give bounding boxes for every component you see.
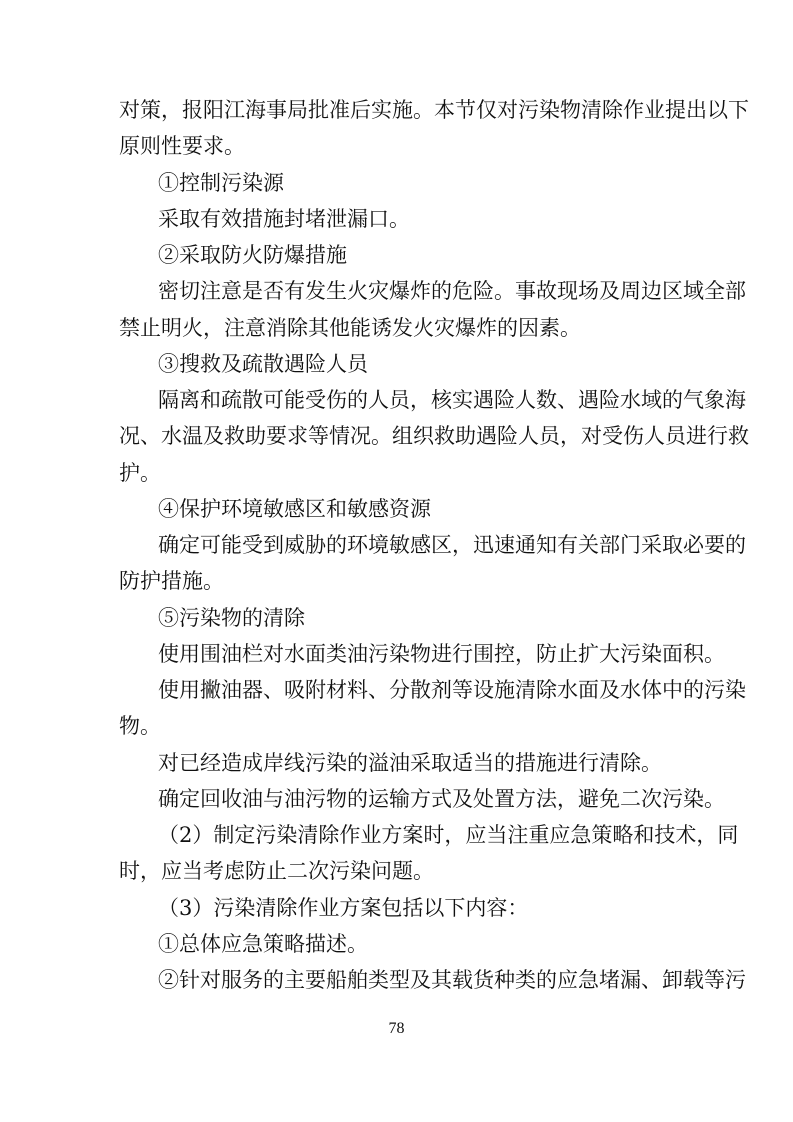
text-line: ④保护环境敏感区和敏感资源 (158, 496, 431, 521)
text-line: 采取有效措施封堵泄漏口。 (158, 206, 410, 231)
text-line: （3）污染清除作业方案包括以下内容： (158, 895, 529, 920)
text-line: 原则性要求。 (119, 134, 245, 159)
text-line: 隔离和疏散可能受伤的人员，核实遇险人数、遇险水域的气象海 (158, 388, 746, 412)
text-line: ⑤污染物的清除 (158, 605, 305, 630)
text-line: ②针对服务的主要船舶类型及其载货种类的应急堵漏、卸载等污 (158, 968, 746, 992)
page-number: 78 (388, 1020, 405, 1037)
text-line: 确定回收油与油污物的运输方式及处置方法，避免二次污染。 (158, 786, 725, 811)
text-line: 护。 (119, 460, 161, 485)
text-line: 时，应当考虑防止二次污染问题。 (119, 859, 434, 884)
text-line: 密切注意是否有发生火灾爆炸的危险。事故现场及周边区域全部 (158, 279, 746, 304)
text-line: ①控制污染源 (158, 170, 284, 195)
text-line: ①总体应急策略描述。 (158, 931, 368, 956)
text-line: 对策，报阳江海事局批准后实施。本节仅对污染物清除作业提出以下 (119, 98, 749, 122)
text-line: ③搜救及疏散遇险人员 (158, 351, 368, 376)
text-line: 使用围油栏对水面类油污染物进行围控，防止扩大污染面积。 (158, 641, 725, 666)
text-line: 对已经造成岸线污染的溢油采取适当的措施进行清除。 (158, 750, 662, 775)
text-line: （2）制定污染清除作业方案时，应当注重应急策略和技术，同 (158, 823, 739, 847)
text-line: 物。 (119, 714, 161, 739)
text-line: 况、水温及救助要求等情况。组织救助遇险人员，对受伤人员进行救 (119, 424, 749, 449)
document-body (119, 92, 749, 998)
text-line: 禁止明火，注意消除其他能诱发火灾爆炸的因素。 (119, 315, 581, 340)
text-line: ②采取防火防爆措施 (158, 243, 347, 267)
text-line: 确定可能受到威胁的环境敏感区，迅速通知有关部门采取必要的 (158, 533, 746, 557)
text-line: 使用撇油器、吸附材料、分散剂等设施清除水面及水体中的污染 (158, 678, 746, 702)
text-line: 防护措施。 (119, 569, 224, 594)
